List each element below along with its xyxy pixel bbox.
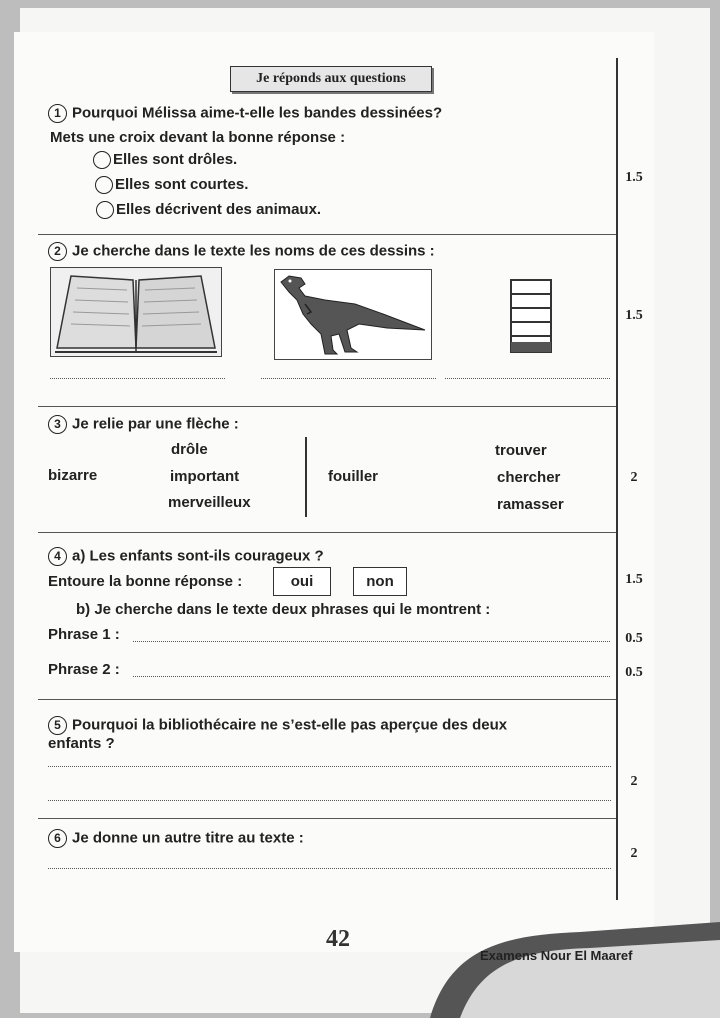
q6-question-text: Je donne un autre titre au texte : [72,829,304,847]
q5-question [48,716,507,735]
section-divider [38,818,616,819]
q2-question-text: Je cherche dans le texte les noms de ces dessins : [72,242,435,260]
answer-line-book[interactable] [50,378,225,379]
q5-question-line2: enfants ? [48,735,115,752]
section-title: Je réponds aux questions [230,66,432,92]
q1-question-text: Pourquoi Mélissa aime-t-elle les bandes dessinées? [72,104,443,122]
q4-phrase1-label: Phrase 1 : [48,626,120,643]
q5-question-line1: Pourquoi la bibliothécaire ne s’est-elle pas aperçue des deux [72,716,508,734]
phrase2-answer-line[interactable] [133,676,610,677]
q6-number: 6 [48,829,67,848]
q3-column-divider [305,437,307,517]
q3-right-choice-3[interactable]: ramasser [497,496,564,513]
q1-number: 1 [48,104,67,123]
q1-question [48,104,442,123]
q2-question [48,242,435,261]
radio-circle-icon[interactable] [96,201,114,219]
q3-question [48,415,239,434]
bookshelf-icon [508,278,554,354]
q4-score-phrase2: 0.5 [625,665,643,680]
section-divider [38,532,616,533]
q5-number: 5 [48,716,67,735]
q4-score-a: 1.5 [625,572,643,587]
q3-question-text: Je relie par une flèche : [72,415,239,433]
q1-instruction: Mets une croix devant la bonne réponse : [50,129,346,146]
score-column-divider [616,58,618,900]
q1-option-3-label: Elles décrivent des animaux. [116,201,322,218]
q6-score: 2 [630,846,638,861]
corner-swoosh-decoration [420,910,720,1018]
worksheet [14,32,654,952]
phrase1-answer-line[interactable] [133,641,610,642]
dinosaur-icon [274,269,432,360]
q4-part-a [48,547,324,566]
q6-answer-line[interactable] [48,868,611,869]
q1-option-3[interactable] [96,201,321,219]
radio-circle-icon[interactable] [95,176,113,194]
q2-score: 1.5 [625,308,643,323]
radio-circle-icon[interactable] [93,151,111,169]
q3-left-word[interactable]: bizarre [48,467,98,484]
q4-phrase2-label: Phrase 2 : [48,661,120,678]
q3-score: 2 [630,470,638,485]
section-divider [38,406,616,407]
q4-part-a-text: a) Les enfants sont-ils courageux ? [72,547,324,565]
answer-line-dinosaur[interactable] [261,378,436,379]
q6-question [48,829,304,848]
answer-line-bookshelf[interactable] [445,378,610,379]
q1-option-1-label: Elles sont drôles. [113,151,238,168]
q3-left-choice-2[interactable]: important [170,468,240,485]
q1-option-1[interactable] [93,151,237,169]
q1-score: 1.5 [625,170,643,185]
q3-number: 3 [48,415,67,434]
q3-right-choice-2[interactable]: chercher [497,469,561,486]
q1-option-2[interactable] [95,176,248,194]
q5-score: 2 [630,774,638,789]
q2-number: 2 [48,242,67,261]
section-divider [38,234,616,235]
q5-answer-line-1[interactable] [48,766,611,767]
answer-no-box[interactable]: non [353,567,407,596]
q1-option-2-label: Elles sont courtes. [115,176,249,193]
q3-right-choice-1[interactable]: trouver [495,442,547,459]
q4-instruction: Entoure la bonne réponse : [48,573,243,590]
q3-right-word[interactable]: fouiller [328,468,379,485]
q3-left-choice-1[interactable]: drôle [171,441,208,458]
section-divider [38,699,616,700]
book-icon [50,267,222,357]
q4-score-phrase1: 0.5 [625,631,643,646]
publisher-name: Examens Nour El Maaref [480,948,633,963]
answer-yes-box[interactable]: oui [273,567,331,596]
q4-number: 4 [48,547,67,566]
q5-answer-line-2[interactable] [48,800,611,801]
q4-part-b: b) Je cherche dans le texte deux phrases qui le montrent : [76,601,491,618]
q3-left-choice-3[interactable]: merveilleux [168,494,251,511]
page-number: 42 [326,926,350,952]
